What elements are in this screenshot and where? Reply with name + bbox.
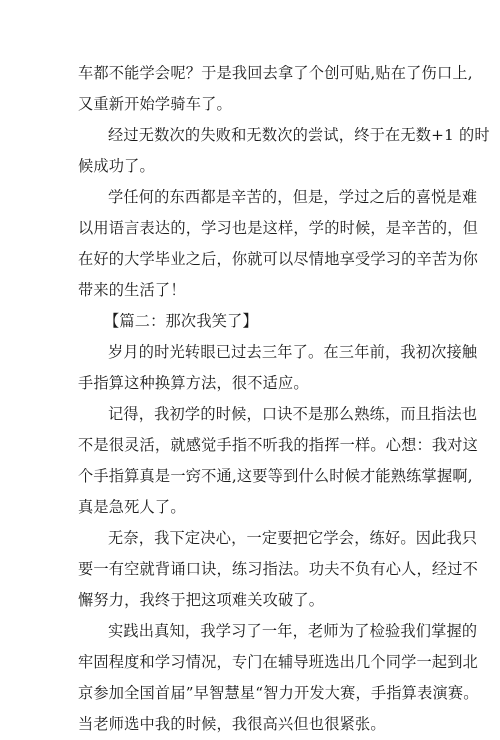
text-line: 经过无数次的失败和无数次的尝试，终于在无数+1 的时 (108, 126, 490, 144)
text-line: 在好的大学毕业之后，你就可以尽情地享受学习的辛苦为你 (78, 250, 479, 268)
text-line: 记得，我初学的时候，口诀不是那么熟练，而且指法也 (108, 405, 478, 423)
text-line: 车都不能学会呢？于是我回去拿了个创可贴,贴在了伤口上, (78, 64, 473, 82)
text-line: 带来的生活了！ (78, 281, 186, 299)
text-line: 不是很灵活，就感觉手指不听我的指挥一样。心想：我对这 (78, 436, 479, 454)
text-line: 当老师选中我的时候，我很高兴但也很紧张。 (78, 715, 386, 733)
text-line: 牢固程度和学习情况，专门在辅导班选出几个同学一起到北 (78, 653, 479, 671)
text-line: 以用语言表达的，学习也是这样，学的时候，是辛苦的，但 (78, 219, 479, 237)
text-line: 候成功了。 (78, 157, 155, 175)
text-line: 京参加全国首届”早智慧星“智力开发大赛，手指算表演赛。 (78, 684, 479, 702)
section-heading: 【篇二：那次我笑了】 (104, 312, 258, 330)
text-line: 岁月的时光转眼已过去三年了。在三年前，我初次接触 (108, 343, 478, 361)
text-line: 实践出真知，我学习了一年，老师为了检验我们掌握的 (108, 622, 478, 640)
text-line: 又重新开始学骑车了。 (78, 95, 232, 113)
text-line: 无奈，我下定决心，一定要把它学会，练好。因此我只 (108, 529, 478, 547)
text-line: 学任何的东西都是辛苦的，但是，学过之后的喜悦是难 (108, 188, 478, 206)
text-line: 手指算这种换算方法，很不适应。 (78, 374, 309, 392)
text-line: 个手指算真是一窍不通,这要等到什么时候才能熟练掌握啊, (78, 467, 473, 485)
text-line: 懈努力，我终于把这项难关攻破了。 (78, 591, 325, 609)
text-line: 要一有空就背诵口诀，练习指法。功夫不负有心人，经过不 (78, 560, 479, 578)
document-page (78, 58, 490, 740)
text-line: 真是急死人了。 (78, 498, 186, 516)
